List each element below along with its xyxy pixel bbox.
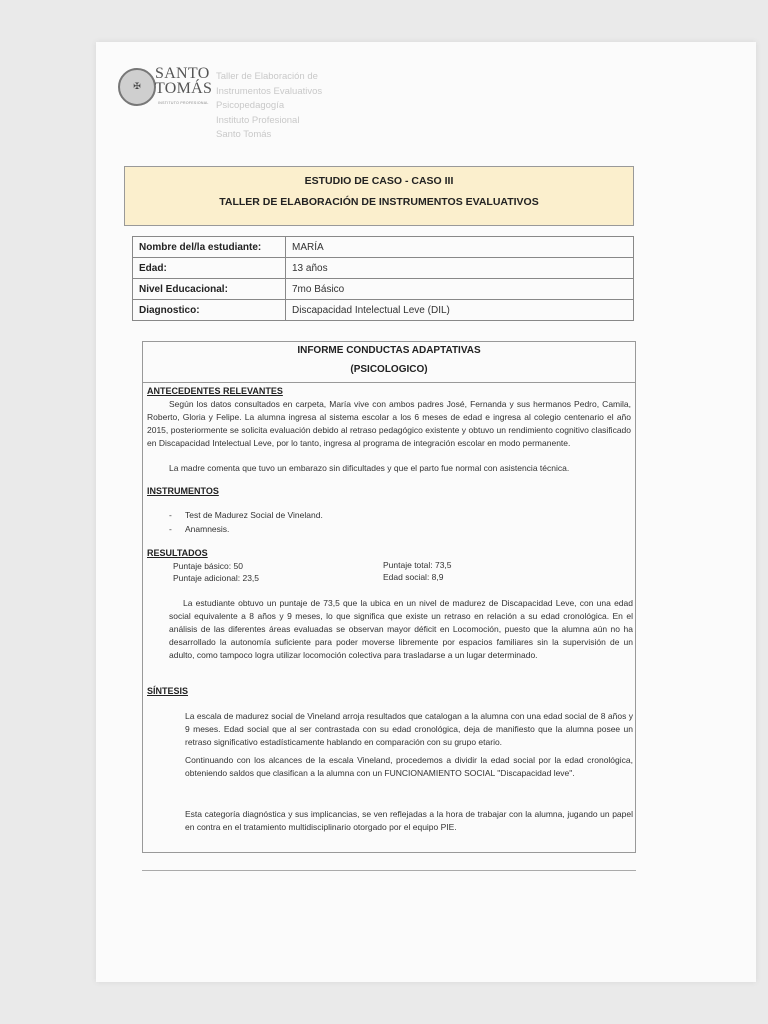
footer-divider bbox=[142, 870, 636, 871]
title-banner bbox=[124, 166, 634, 226]
logo-line-1: SANTO bbox=[155, 65, 210, 82]
section-title-resultados: RESULTADOS bbox=[147, 548, 208, 558]
info-value: MARÍA bbox=[286, 237, 634, 258]
logo-subtitle: INSTITUTO PROFESIONAL bbox=[158, 101, 209, 105]
sintesis-paragraph-2: Continuando con los alcances de la escala Vineland, procedemos a dividir la edad social por la edad cronológica, obteniendo saldos que clasifican a la alumna con un FUNCIONAMIENTO SOCIAL "Discapacidad leve". bbox=[185, 755, 633, 778]
resultados-paragraph: La estudiante obtuvo un puntaje de 73,5 que la ubica en un nivel de madurez de Discapacidad Leve, con una edad social equivalente a 8 años y 9 meses, lo que significa que existe un retraso en relación a su edad cronológica. En el análisis de las diferentes áreas evaluadas se observan mayor déficit en Locomoción, puesto que la alumna aún no ha desarrollado la autonomía suficiente para poder moverse libremente por espacios familiares sin la supervisión de un adulto, como tampoco logra utilizar locomoción colectiva para trasladarse a un lugar determinado. bbox=[169, 598, 633, 660]
header-line: Instrumentos Evaluativos bbox=[216, 85, 323, 97]
puntaje-total: Puntaje total: 73,5 bbox=[383, 560, 452, 570]
list-item bbox=[169, 524, 229, 534]
list-item-text: Anamnesis. bbox=[185, 524, 230, 534]
logo-wordmark bbox=[155, 66, 215, 96]
header-line: Instituto Profesional bbox=[216, 114, 300, 126]
header-line: Santo Tomás bbox=[216, 129, 272, 140]
info-value: 7mo Básico bbox=[286, 279, 634, 300]
table-row bbox=[133, 237, 634, 258]
report-subheading: (PSICOLOGICO) bbox=[350, 364, 428, 375]
sintesis-paragraph-1: La escala de madurez social de Vineland arroja resultados que catalogan a la alumna con una edad social de 8 años y 9 meses. Edad social que al ser contrastada con su edad cronológica, deja de manifiesto que la alumna posee un retraso significativo estadísticamente hablando en comparación con su grupo etario. bbox=[185, 711, 633, 747]
list-item-text: Test de Madurez Social de Vineland. bbox=[185, 510, 323, 520]
logo-line-2: TOMÁS bbox=[155, 80, 213, 97]
list-item bbox=[169, 510, 323, 520]
student-info-table bbox=[132, 236, 634, 321]
info-label: Edad: bbox=[133, 258, 286, 279]
table-row bbox=[133, 258, 634, 279]
header-info bbox=[216, 70, 356, 143]
antecedentes-paragraph: Según los datos consultados en carpeta, María vive con ambos padres José, Fernanda y sus hermanos Pedro, Camila, Roberto, Gloria y Felipe. La alumna ingresa al sistema escolar a los 6 meses de edad e ingresa al colegio centenario el año 2015, posteriormente se solicita evaluación debido al retraso pedagógico existente y obtuvo un rendimiento cognitivo clasificado en Discapacidad Intelectual Leve, por lo tanto, ingresa al programa de integración escolar en modo permanente. bbox=[147, 399, 631, 448]
santo-tomas-logo bbox=[118, 65, 213, 110]
section-title-instrumentos: INSTRUMENTOS bbox=[147, 486, 219, 496]
header-line: Taller de Elaboración de bbox=[216, 71, 318, 82]
table-row bbox=[133, 279, 634, 300]
sintesis-paragraph-3: Esta categoría diagnóstica y sus implicancias, se ven reflejadas a la hora de trabajar con la alumna, jugando un papel en contra en el tratamiento multidisciplinario otorgado por el equipo PIE. bbox=[185, 809, 633, 832]
table-row bbox=[133, 300, 634, 321]
header-line: Psicopedagogía bbox=[216, 100, 285, 111]
edad-social: Edad social: 8,9 bbox=[383, 572, 444, 582]
section-title-antecedentes: ANTECEDENTES RELEVANTES bbox=[147, 386, 283, 396]
info-value: 13 años bbox=[286, 258, 634, 279]
bullet-dash: - bbox=[169, 524, 172, 534]
title-line-1: ESTUDIO DE CASO - CASO III bbox=[304, 175, 454, 187]
seal-icon: ✠ bbox=[118, 68, 156, 106]
bullet-dash: - bbox=[169, 510, 172, 520]
report-heading: INFORME CONDUCTAS ADAPTATIVAS bbox=[297, 345, 481, 356]
section-title-sintesis: SÍNTESIS bbox=[147, 686, 189, 696]
info-value: Discapacidad Intelectual Leve (DIL) bbox=[286, 300, 634, 321]
info-label: Nivel Educacional: bbox=[133, 279, 286, 300]
info-label: Diagnostico: bbox=[133, 300, 286, 321]
info-label: Nombre del/la estudiante: bbox=[133, 237, 286, 258]
report-box bbox=[142, 341, 636, 853]
title-line-2: TALLER DE ELABORACIÓN DE INSTRUMENTOS EVALUATIVOS bbox=[219, 196, 539, 208]
divider bbox=[143, 382, 635, 383]
puntaje-basico: Puntaje básico: 50 bbox=[173, 561, 243, 571]
antecedentes-paragraph-2: La madre comenta que tuvo un embarazo sin dificultades y que el parto fue normal con asistencia técnica. bbox=[169, 463, 570, 473]
puntaje-adicional: Puntaje adicional: 23,5 bbox=[173, 573, 260, 583]
